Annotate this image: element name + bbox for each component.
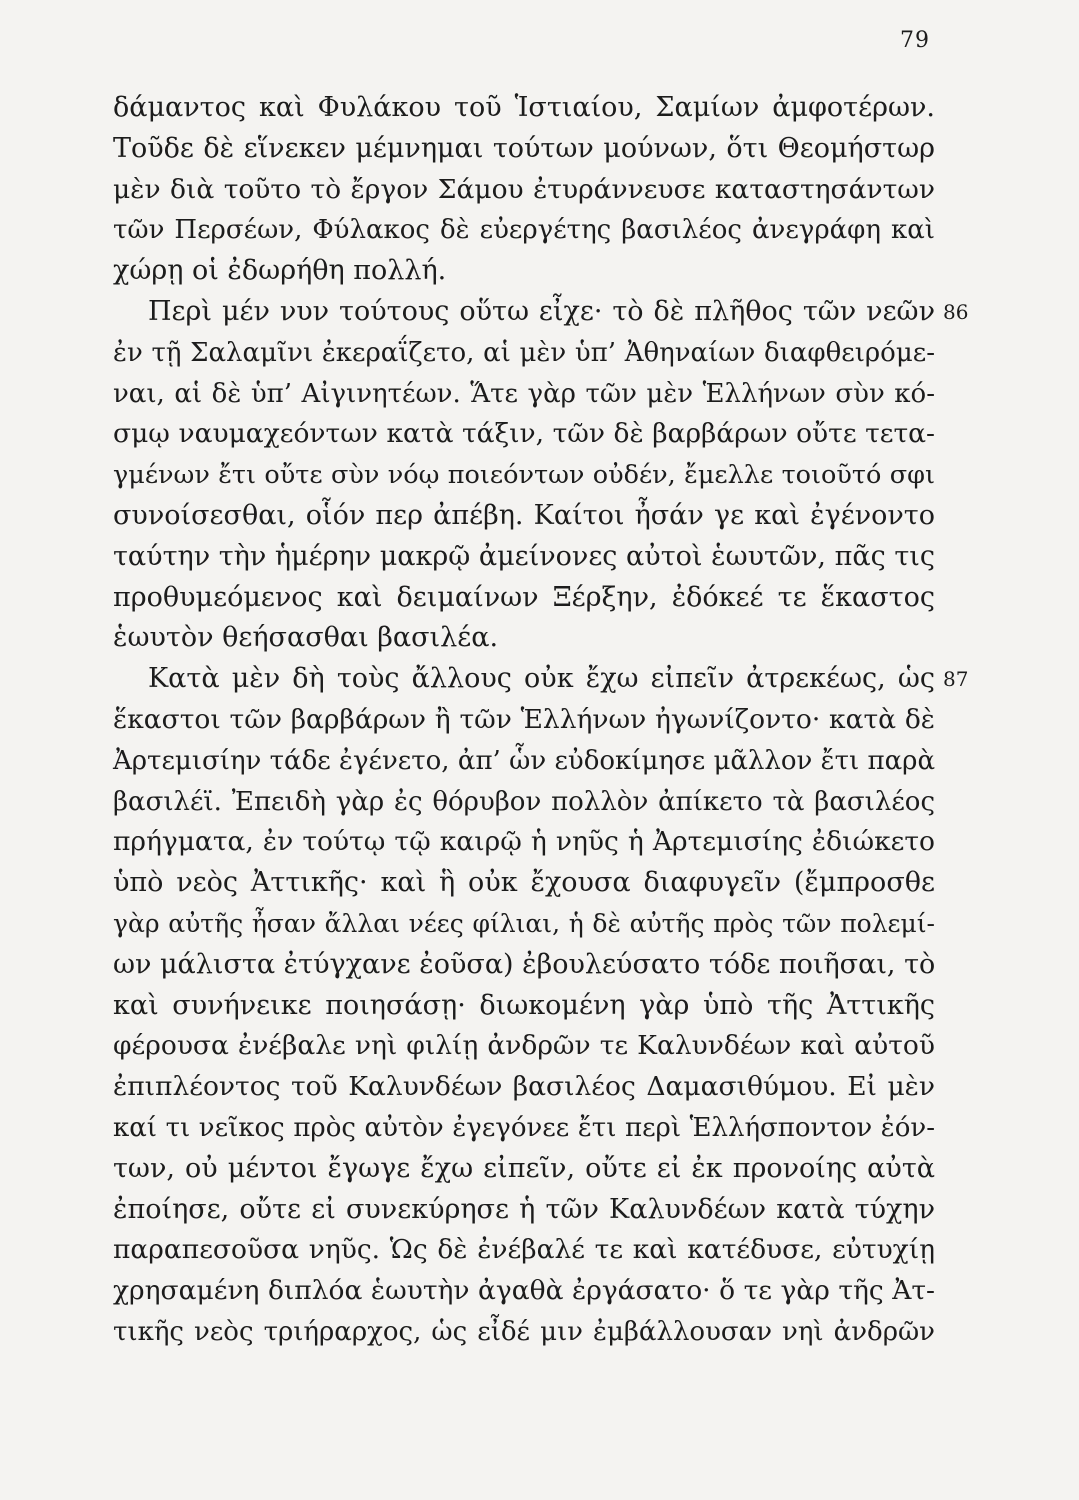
text-line (113, 414, 935, 455)
text-line (113, 782, 935, 823)
text-line-content: ἕκαστοι τῶν βαρβάρων ἢ τῶν Ἑλλήνων ἠγωνίζοντο· κατὰ δὲ (113, 703, 935, 735)
text-line-content: φέρουσα ἐνέβαλε νηὶ φιλίῃ ἀνδρῶν τε Καλυνδέων καὶ αὐτοῦ (113, 1030, 935, 1062)
text-line (113, 537, 935, 578)
text-line-content: χώρῃ οἱ ἐδωρήθη πολλή. (113, 255, 447, 287)
text-line (113, 1190, 935, 1231)
text-line-content: τικῆς νεὸς τριήραρχος, ὡς εἶδέ μιν ἐμβάλλουσαν νηὶ ἀνδρῶν (113, 1316, 935, 1347)
text-line (113, 210, 935, 251)
text-line-content: ἑωυτὸν θεήσασθαι βασιλέα. (113, 622, 499, 654)
text-line-content: Ἀρτεμισίην τάδε ἐγένετο, ἀπ’ ὧν εὐδοκίμησε μᾶλλον ἔτι παρὰ (113, 745, 935, 776)
text-line-content: καί τι νεῖκος πρὸς αὐτὸν ἐγεγόνεε ἔτι περὶ Ἑλλήσποντον ἐόν- (113, 1112, 935, 1143)
page-number: 79 (900, 28, 930, 53)
text-line (113, 129, 935, 170)
text-line-content: συνοίσεσθαι, οἷόν περ ἀπέβη. Καίτοι ἦσάν γε καὶ ἐγένοντο (113, 499, 935, 531)
text-line (113, 374, 935, 415)
text-line-content: χρησαμένη διπλόα ἑωυτὴν ἀγαθὰ ἐργάσατο· ὅ τε γὰρ τῆς Ἀτ- (113, 1275, 935, 1307)
text-line (113, 986, 935, 1027)
text-line-content: προθυμεόμενος καὶ δειμαίνων Ξέρξην, ἐδόκεέ τε ἕκαστος (113, 581, 935, 613)
text-line-content: ἐποίησε, οὔτε εἰ συνεκύρησε ἡ τῶν Καλυνδέων κατὰ τύχην (113, 1193, 935, 1225)
text-line (113, 618, 935, 659)
text-line (113, 904, 935, 945)
text-line (113, 292, 969, 333)
text-line-content: μὲν διὰ τοῦτο τὸ ἔργον Σάμου ἐτυράννευσε καταστησάντων (113, 173, 935, 205)
text-line-content: βασιλέϊ. Ἐπειδὴ γὰρ ἐς θόρυβον πολλὸν ἀπίκετο τὰ βασιλέος (113, 786, 935, 817)
text-line (113, 1026, 935, 1067)
text-line-content: Τοῦδε δὲ εἵνεκεν μέμνημαι τούτων μούνων, ὅτι Θεομήστωρ (113, 132, 935, 164)
text-line-content: ἐπιπλέοντος τοῦ Καλυνδέων βασιλέος Δαμασιθύμου. Εἰ μὲν (113, 1071, 935, 1103)
text-line-content: των, οὐ μέντοι ἔγωγε ἔχω εἰπεῖν, οὔτε εἰ ἐκ προνοίης αὐτὰ (113, 1152, 935, 1184)
text-line (113, 578, 935, 619)
text-line (113, 1149, 935, 1190)
text-line-content: τῶν Περσέων, Φύλακος δὲ εὐεργέτης βασιλέος ἀνεγράφη καὶ (113, 215, 935, 246)
text-line (113, 251, 935, 292)
text-line (113, 659, 969, 700)
text-line-content: γμένων ἔτι οὔτε σὺν νόῳ ποιεόντων οὐδέν, ἔμελλε τοιοῦτό σφι (113, 460, 935, 491)
text-line-content: σμῳ ναυμαχεόντων κατὰ τάξιν, τῶν δὲ βαρβάρων οὔτε τετα- (113, 418, 935, 450)
text-line-content: ταύτην τὴν ἡμέρην μακρῷ ἀμείνονες αὐτοὶ ἑωυτῶν, πᾶς τις (113, 540, 935, 572)
text-line-content: καὶ συνήνεικε ποιησάσῃ· διωκομένη γὰρ ὑπὸ τῆς Ἀττικῆς (113, 989, 935, 1021)
text-line (113, 88, 935, 129)
text-line (113, 822, 935, 863)
text-line-content: ἐν τῇ Σαλαμῖνι ἐκεραΐζετο, αἱ μὲν ὑπ’ Ἀθηναίων διαφθειρόμε- (113, 337, 935, 368)
text-line-content: παραπεσοῦσα νηῦς. Ὡς δὲ ἐνέβαλέ τε καὶ κατέδυσε, εὐτυχίῃ (113, 1234, 935, 1266)
section-number: 87 (943, 667, 969, 692)
text-line (113, 455, 935, 496)
text-line (113, 1312, 935, 1353)
text-line (113, 1067, 935, 1108)
text-line-content: Περὶ μέν νυν τούτους οὕτω εἶχε· τὸ δὲ πλῆθος τῶν νεῶν (148, 295, 935, 327)
text-line-content: ναι, αἱ δὲ ὑπ’ Αἰγινητέων. Ἅτε γὰρ τῶν μὲν Ἑλλήνων σὺν κό- (113, 378, 935, 409)
text-line-content: πρήγματα, ἐν τούτῳ τῷ καιρῷ ἡ νηῦς ἡ Ἀρτεμισίης ἐδιώκετο (113, 826, 935, 858)
text-line (113, 1271, 935, 1312)
text-line (113, 741, 935, 782)
text-line-content: δάμαντος καὶ Φυλάκου τοῦ Ἱστιαίου, Σαμίων ἀμφοτέρων. (113, 92, 935, 123)
text-line (113, 1230, 935, 1271)
text-line (113, 945, 935, 986)
text-line-content: ων μάλιστα ἐτύγχανε ἐοῦσα) ἐβουλεύσατο τόδε ποιῆσαι, τὸ (113, 948, 936, 980)
text-line (113, 863, 935, 904)
text-line (113, 496, 935, 537)
text-line (113, 170, 935, 211)
section-number: 86 (943, 299, 969, 324)
text-line-content: γὰρ αὐτῆς ἦσαν ἄλλαι νέες φίλιαι, ἡ δὲ αὐτῆς πρὸς τῶν πολεμί- (113, 908, 935, 938)
text-line (113, 333, 935, 374)
text-line-content: ὑπὸ νεὸς Ἀττικῆς· καὶ ἣ οὐκ ἔχουσα διαφυγεῖν (ἔμπροσθε (113, 867, 935, 899)
body-text (113, 88, 993, 1353)
text-line (113, 1108, 935, 1149)
text-line-content: Κατὰ μὲν δὴ τοὺς ἄλλους οὐκ ἔχω εἰπεῖν ἀτρεκέως, ὡς (148, 663, 935, 695)
text-line (113, 700, 935, 741)
